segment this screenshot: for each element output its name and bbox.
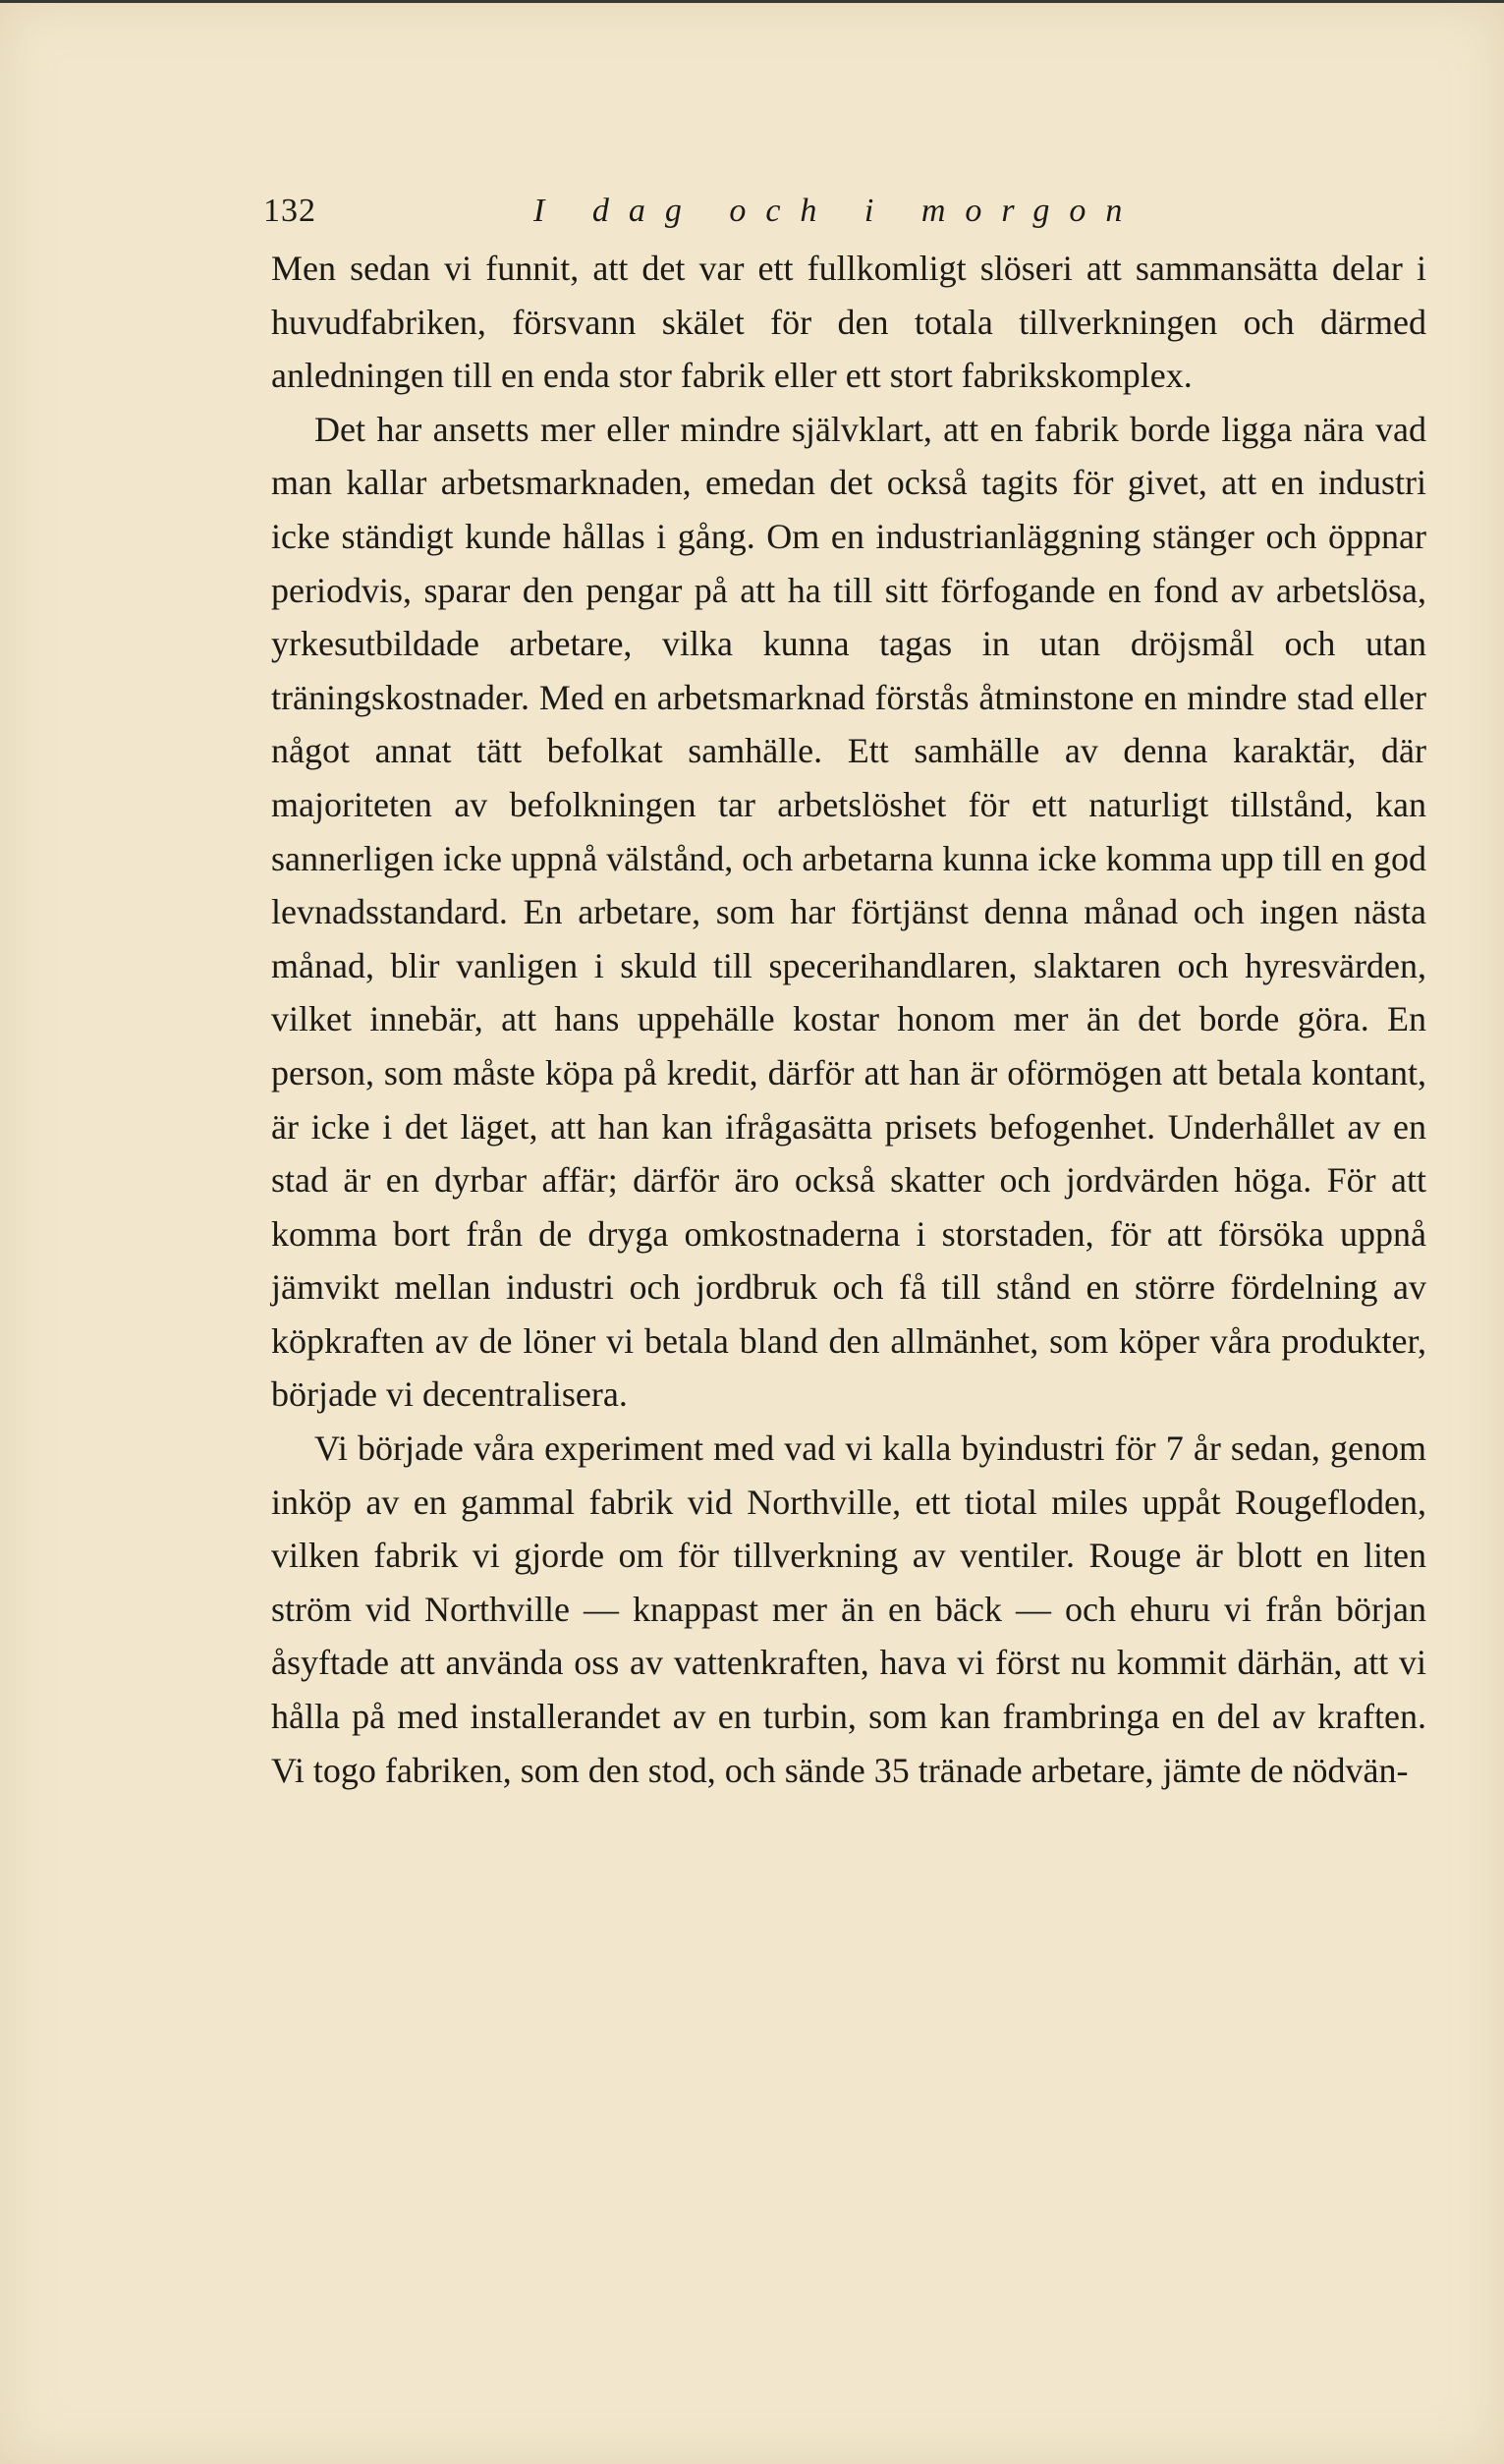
page-top-edge xyxy=(0,0,1504,3)
paragraph: Vi började våra experiment med vad vi kalla byindustri för 7 år sedan, genom inköp av en gammal fabrik vid Northville, ett tiotal miles uppåt Rougefloden, vilken fabrik vi gjorde om för tillverkning av ventiler. Rouge är blott en liten ström vid Northville — knappast mer än en bäck — och ehuru vi från början åsyftade att använda oss av vattenkraften, hava vi först nu kommit därhän, att vi hålla på med installerandet av en turbin, som kan frambringa en del av kraften. Vi togo fabriken, som den stod, och sände 35 tränade arbetare, jämte de nödvän- xyxy=(271,1428,1426,1790)
paragraph: Det har ansetts mer eller mindre självklart, att en fabrik borde ligga nära vad man kallar arbetsmarknaden, emedan det också tagits för givet, att en industri icke ständigt kunde hållas i gång. Om en industrianläggning stänger och öppnar periodvis, sparar den pengar på att ha till sitt förfogande en fond av arbetslösa, yrkesutbildade arbetare, vilka kunna tagas in utan dröjsmål och utan träningskostnader. Med en arbetsmarknad förstås åtminstone en mindre stad eller något annat tätt befolkat samhälle. Ett samhälle av denna karaktär, där majoriteten av befolkningen tar arbetslöshet för ett naturligt tillstånd, kan sannerligen icke uppnå välstånd, och arbetarna kunna icke komma upp till en god levnadsstandard. En arbetare, som har förtjänst denna månad och ingen nästa månad, blir vanligen i skuld till specerihandlaren, slaktaren och hyresvärden, vilket innebär, att hans uppehälle kostar honom mer än det borde göra. En person, som måste köpa på kredit, därför att han är oförmögen att betala kontant, är icke i det läget, att han kan ifrågasätta prisets befogenhet. Underhållet av en stad är en dyrbar affär; därför äro också skatter och jordvärden höga. För att komma bort från de dryga omkostnaderna i storstaden, för att försöka uppnå jämvikt mellan industri och jordbruk och få till stånd en större fördelning av köpkraften av de löner vi betala bland den allmänhet, som köper våra produkter, började vi decentralisera. xyxy=(271,409,1426,1415)
body-text xyxy=(271,242,1426,1797)
page-header xyxy=(263,187,1442,236)
page-number: 132 xyxy=(263,193,316,229)
paragraph: Men sedan vi funnit, att det var ett fullkomligt slöseri att sammansätta delar i huvudfabriken, försvann skälet för den totala tillverkningen och därmed anledningen till en enda stor fabrik eller ett stort fabrikskomplex. xyxy=(271,249,1426,396)
running-title: I dag och i morgon xyxy=(533,193,1142,229)
